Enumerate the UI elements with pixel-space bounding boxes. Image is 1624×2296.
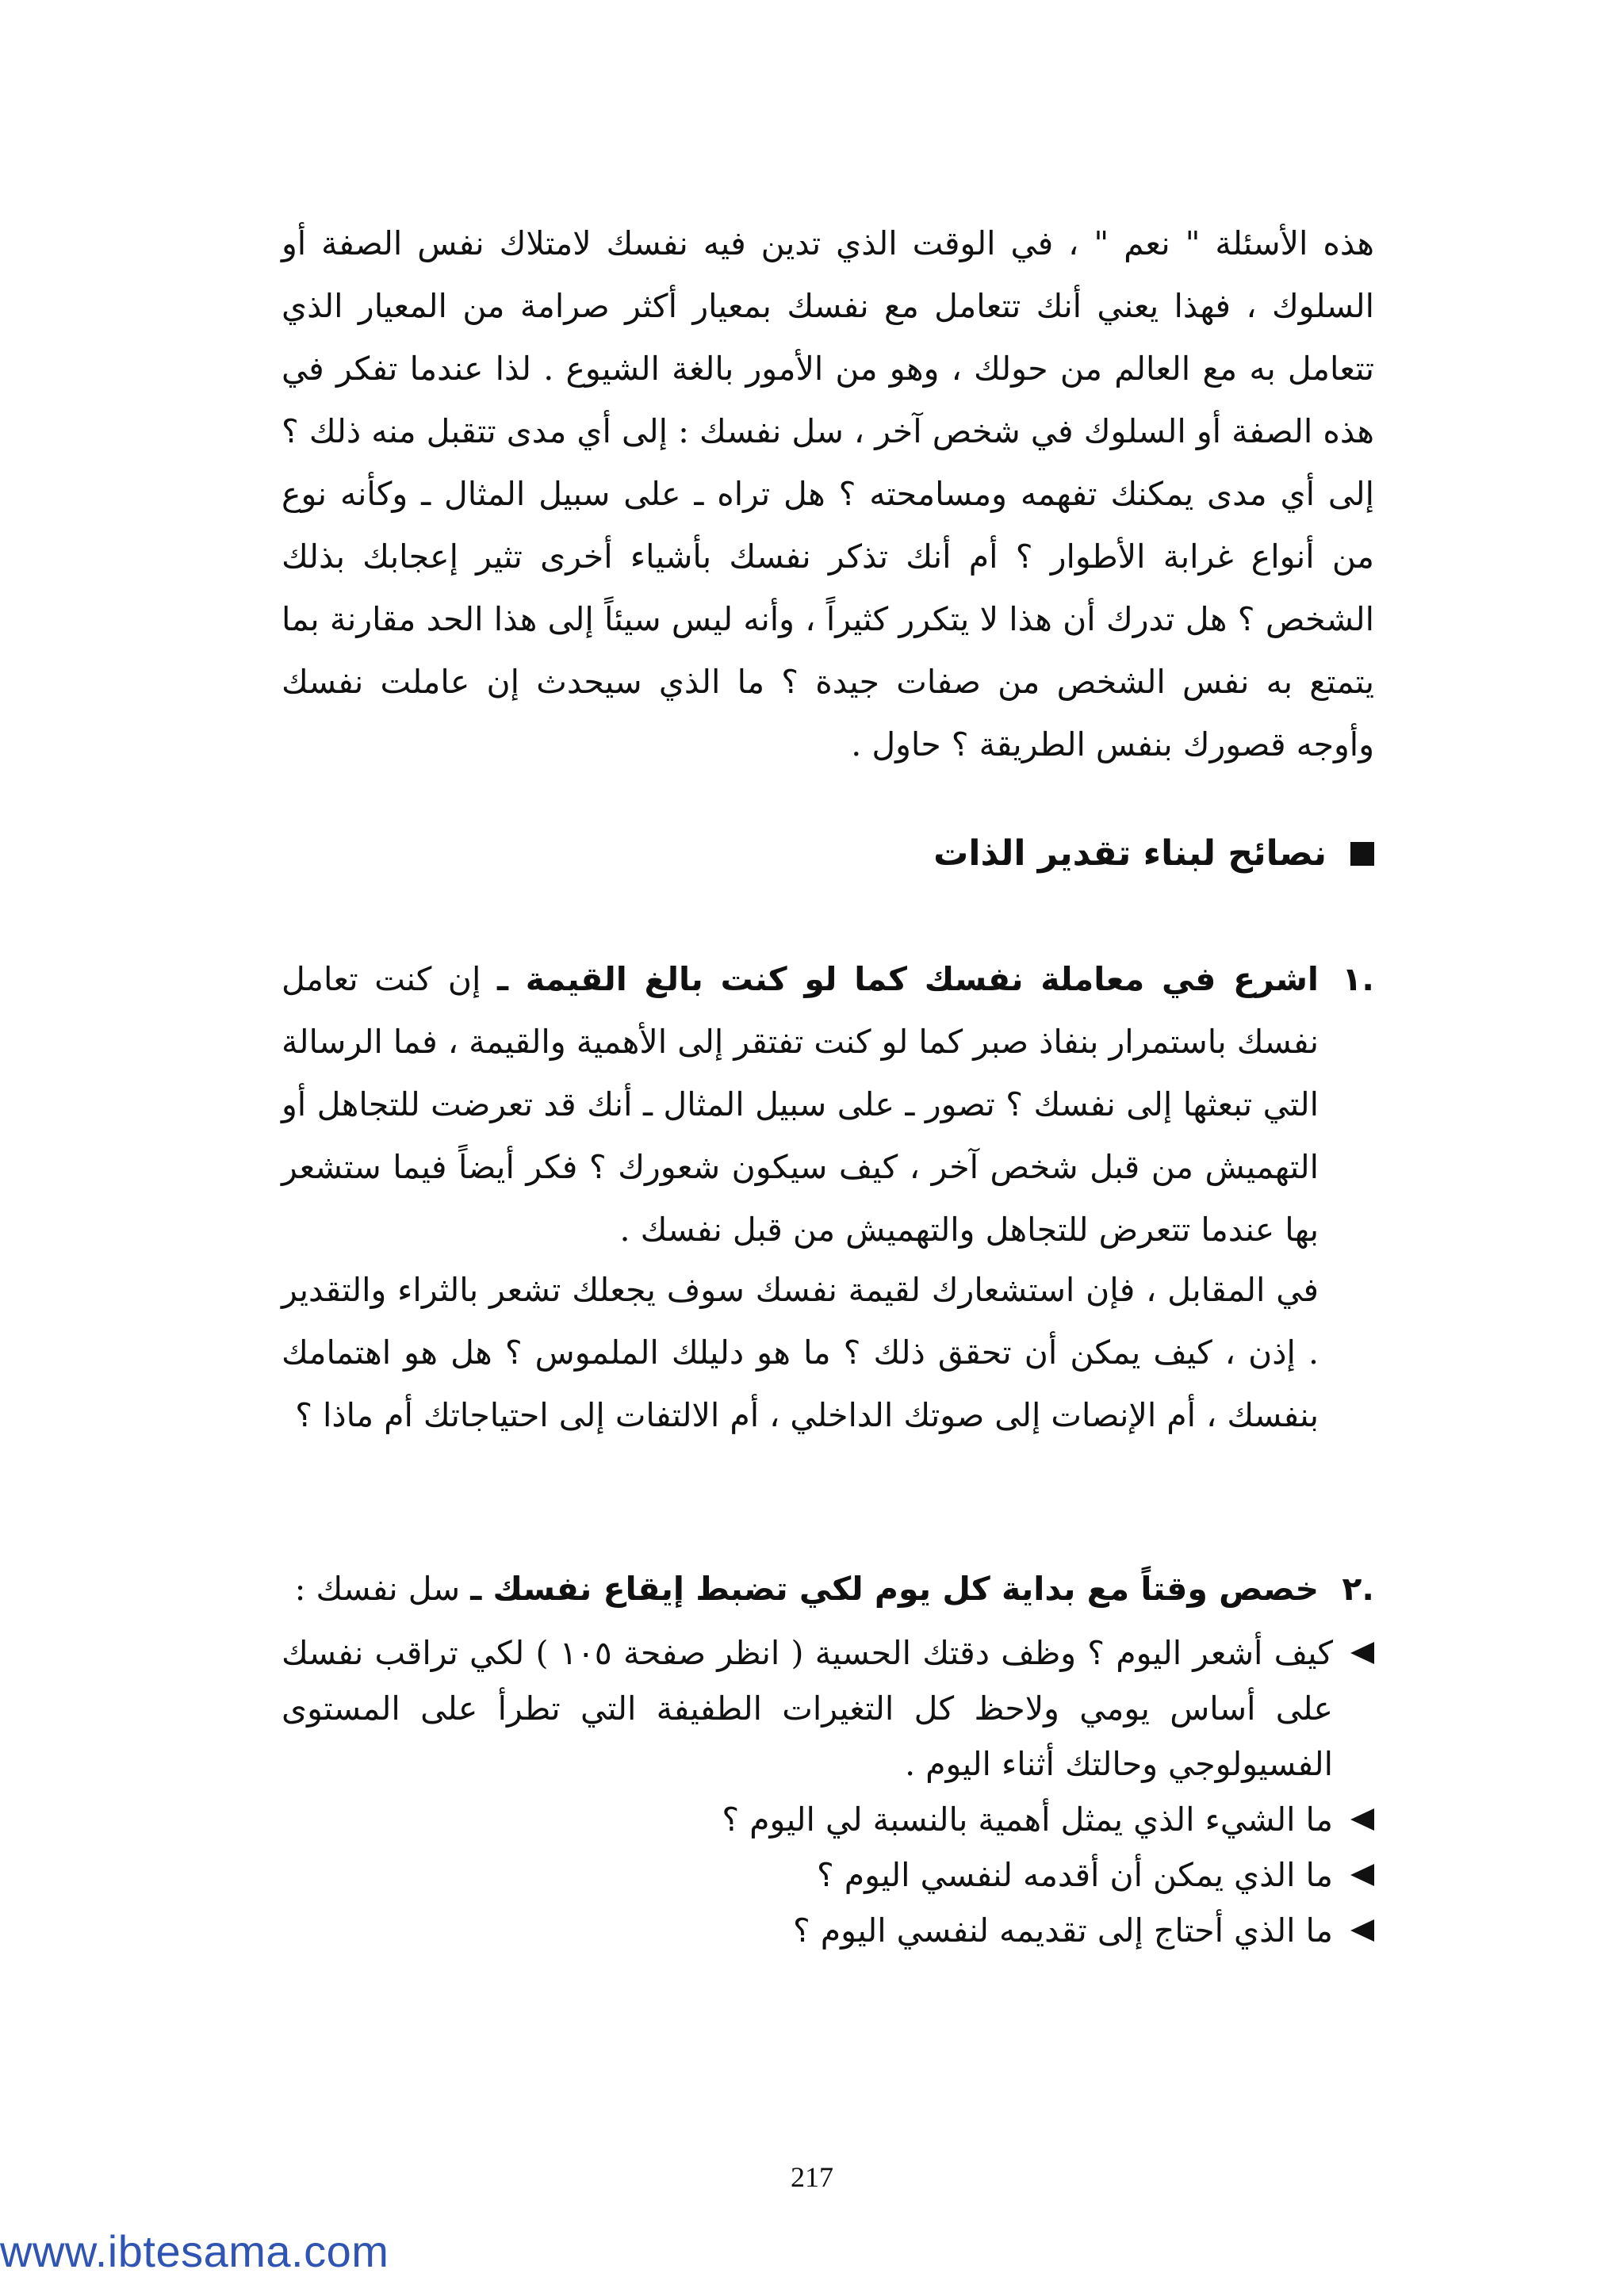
list-item [282,1625,1374,1792]
left-pointing-triangle-icon [1333,1847,1374,1903]
tip-body [282,948,1319,1261]
tip-1-paragraph-2: في المقابل ، فإن استشعارك لقيمة نفسك سوف يجعلك تشعر بالثراء والتقدير . إذن ، كيف يمكن أن تحقق ذلك ؟ ما هو دليلك الملموس ؟ هل هو اهتمامك بنفسك ، أم الإنصات إلى صوتك الداخلي ، أم الالتفات إلى احتياجاتك أم ماذا ؟ [282,1271,1319,1434]
tip-text: سل نفسك : [294,1570,471,1608]
tip-title: اشرع في معاملة نفسك كما لو كنت بالغ القيمة ـ [496,960,1319,998]
list-item [282,1847,1374,1903]
tip-2 [282,1558,1374,1621]
list-item-text: ما الذي أحتاج إلى تقديمه لنفسي اليوم ؟ [792,1911,1333,1950]
section-heading [933,828,1374,879]
list-item-text: كيف أشعر اليوم ؟ وظف دقتك الحسية ( انظر صفحة ١٠٥ ) لكي تراقب نفسك على أساس يومي ولاحظ كل التغيرات الطفيفة التي تطرأ على المستوى الفسيولوجي وحالتك أثناء اليوم . [282,1634,1333,1783]
list-item [282,1903,1374,1958]
left-pointing-triangle-icon [1333,1903,1374,1958]
left-pointing-triangle-icon [1333,1625,1374,1681]
intro-paragraph: هذه الأسئلة " نعم " ، في الوقت الذي تدين فيه نفسك لامتلاك نفس الصفة أو السلوك ، فهذا يعني أنك تتعامل مع نفسك بمعيار أكثر صرامة من المعيار الذي تتعامل به مع العالم من حولك ، وهو من الأمور بالغة الشيوع . لذا عندما تفكر في هذه الصفة أو السلوك في شخص آخر ، سل نفسك : إلى أي مدى تتقبل منه ذلك ؟ إلى أي مدى يمكنك تفهمه ومسامحته ؟ هل تراه ـ على سبيل المثال ـ وكأنه نوع من أنواع غرابة الأطوار ؟ أم أنك تذكر نفسك بأشياء أخرى تثير إعجابك بذلك الشخص ؟ هل تدرك أن هذا لا يتكرر كثيراً ، وأنه ليس سيئاً إلى هذا الحد مقارنة بما يتمتع به نفس الشخص من صفات جيدة ؟ ما الذي سيحدث إن عاملت نفسك وأوجه قصورك بنفس الطريقة ؟ حاول . [282,224,1374,763]
tip-title: خصص وقتاً مع بداية كل يوم لكي تضبط إيقاع نفسك ـ [470,1570,1319,1608]
tip-number: .١ [1342,960,1374,998]
tip-number: .٢ [1342,1570,1374,1608]
left-pointing-triangle-icon [1333,1792,1374,1847]
list-item [282,1792,1374,1847]
list-item-text: ما الذي يمكن أن أقدمه لنفسي اليوم ؟ [816,1856,1333,1894]
watermark: www.ibtesama.com [0,2226,389,2276]
section-heading-text: نصائح لبناء تقدير الذات [933,833,1327,874]
list-item-text: ما الشيء الذي يمثل أهمية بالنسبة لي اليوم ؟ [722,1800,1333,1839]
tip-1 [282,948,1374,1261]
black-square-icon [1350,842,1374,866]
question-list [282,1625,1374,1958]
tip-text: إن كنت تعامل نفسك باستمرار بنفاذ صبر كما لو كنت تفتقر إلى الأهمية والقيمة ، فما الرسالة التي تبعثها إلى نفسك ؟ تصور ـ على سبيل المثال ـ أنك قد تعرضت للتجاهل أو التهميش من قبل شخص آخر ، كيف سيكون شعورك ؟ فكر أيضاً فيما ستشعر بها عندما تتعرض للتجاهل والتهميش من قبل نفسك . [282,960,1319,1249]
page-number: 217 [791,2161,833,2193]
tip-body [282,1558,1319,1621]
